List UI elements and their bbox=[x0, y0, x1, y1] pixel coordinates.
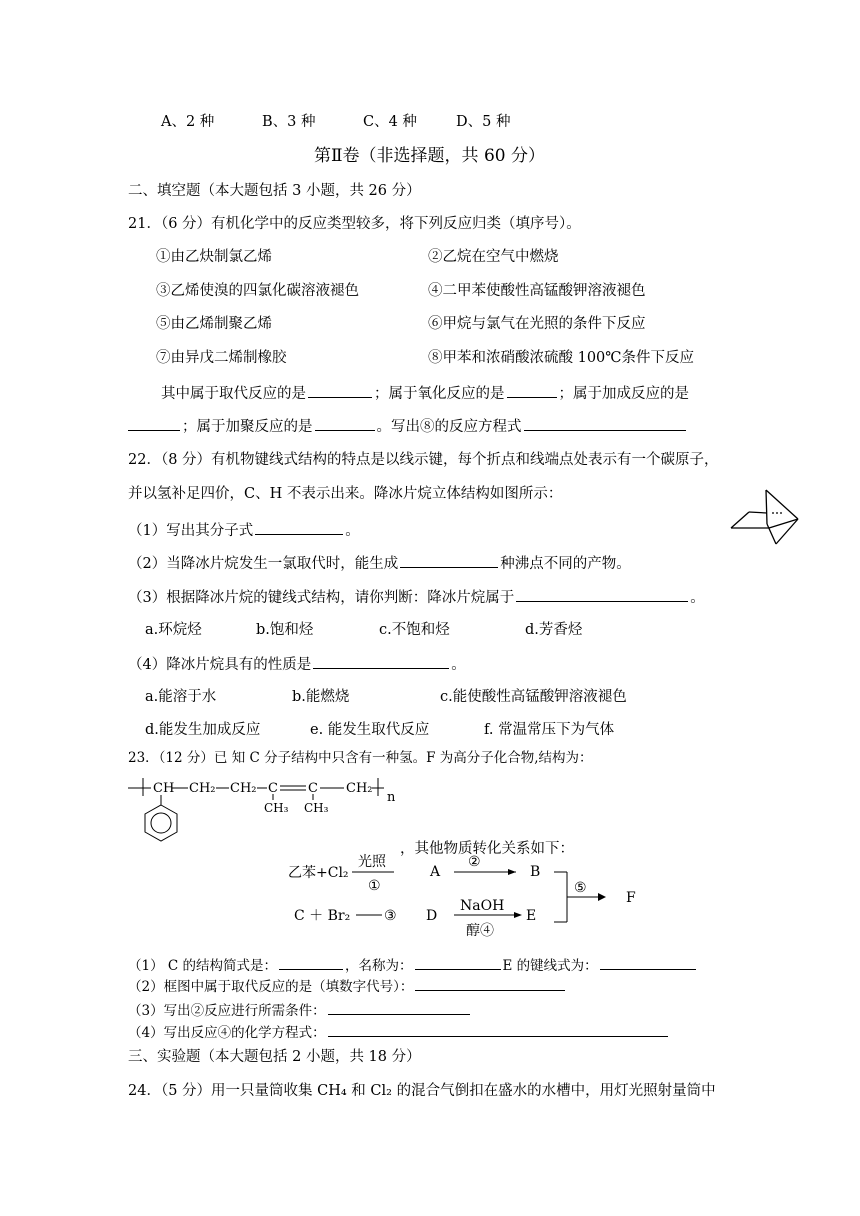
q22-part-3 bbox=[128, 586, 705, 608]
q21-oxidation-blank[interactable] bbox=[507, 382, 557, 398]
polymer-group-ch: CH bbox=[153, 781, 175, 796]
q22-part-4-end: 。 bbox=[451, 657, 466, 673]
arrow-2-head bbox=[508, 869, 516, 875]
q21-item-2: ②乙烷在空气中燃烧 bbox=[428, 249, 559, 265]
q21-answer-line-2 bbox=[128, 415, 688, 437]
q23-part-4-label: （4）写出反应④的化学方程式： bbox=[128, 1025, 326, 1041]
arrow-5-head bbox=[598, 893, 606, 901]
q23-c-structure-blank[interactable] bbox=[279, 954, 343, 970]
q23-name-label: ，名称为： bbox=[345, 958, 413, 974]
scheme-d: D bbox=[426, 908, 438, 924]
q22-stem-1: 22．（8 分）有机物键线式结构的特点是以线示键，每个折点和线端点处表示有一个碳原子， bbox=[128, 452, 719, 468]
q23-condition-blank[interactable] bbox=[328, 999, 470, 1015]
polymer-methyl-b: CH₃ bbox=[304, 801, 329, 815]
q23-equation-blank[interactable] bbox=[328, 1021, 668, 1037]
q22-option-3b: b.饱和烃 bbox=[256, 622, 314, 638]
q21-polymerization-blank[interactable] bbox=[315, 415, 375, 431]
q21-polymerization-label: ；属于加聚反应的是 bbox=[182, 419, 313, 435]
q21-item-6: ⑥甲烷与氯气在光照的条件下反应 bbox=[428, 316, 646, 332]
q22-option-3c: c.不饱和烃 bbox=[379, 622, 450, 638]
q22-option-4e: e. 能发生取代反应 bbox=[310, 722, 430, 738]
scheme-e: E bbox=[526, 908, 537, 924]
q23-part-3 bbox=[128, 999, 472, 1021]
scheme-cond-5: ⑤ bbox=[574, 880, 587, 896]
polymer-group-c-a: C bbox=[268, 781, 278, 796]
scheme-cond-1-bottom: ① bbox=[368, 878, 381, 894]
q21-item-5: ⑤由乙烯制聚乙烯 bbox=[156, 316, 272, 332]
choice-d: D、5 种 bbox=[456, 114, 511, 130]
polymer-methyl-a: CH₃ bbox=[264, 801, 289, 815]
section3-title: 三、实验题（本大题包括 2 小题，共 18 分） bbox=[128, 1049, 421, 1065]
q23-part-1-label: （1） C 的结构简式是： bbox=[128, 958, 278, 974]
q23-part-2-label: （2）框图中属于取代反应的是（填数字代号）： bbox=[128, 979, 414, 995]
choice-b: B、3 种 bbox=[262, 114, 316, 130]
scheme-reactant-c: C ＋ Br₂ bbox=[294, 908, 351, 924]
q23-part-2 bbox=[128, 975, 567, 997]
polymer-group-c-b: C bbox=[308, 781, 318, 796]
q21-item-3: ③乙烯使溴的四氯化碳溶液褪色 bbox=[156, 283, 359, 299]
q22-option-4b: b.能燃烧 bbox=[292, 689, 350, 705]
q22-option-3d: d.芳香烃 bbox=[525, 622, 583, 638]
scheme-a: A bbox=[430, 864, 441, 880]
polymer-group-ch2-c: CH₂ bbox=[346, 781, 373, 796]
scheme-cond-1-top: 光照 bbox=[358, 854, 386, 870]
q22-part-2 bbox=[128, 552, 631, 574]
norbornane-structure-figure bbox=[726, 484, 838, 556]
q22-part-2-end: 种沸点不同的产物。 bbox=[500, 556, 631, 572]
reaction-scheme bbox=[286, 824, 666, 950]
q23-e-skeletal-blank[interactable] bbox=[600, 954, 696, 970]
q21-oxidation-label: ；属于氧化反应的是 bbox=[374, 386, 505, 402]
q22-option-4a: a.能溶于水 bbox=[145, 689, 217, 705]
scheme-cond-4-top: NaOH bbox=[460, 898, 505, 914]
q22-isomer-count-blank[interactable] bbox=[400, 552, 498, 568]
q22-option-4c: c.能使酸性高锰酸钾溶液褪色 bbox=[440, 689, 627, 705]
q21-substitution-label: 其中属于取代反应的是 bbox=[161, 386, 306, 402]
scheme-b: B bbox=[530, 864, 541, 880]
arrow-4-head bbox=[514, 912, 522, 918]
q22-stem-2: 并以氢补足四价，C、H 不表示出来。降冰片烷立体结构如图所示： bbox=[128, 486, 563, 502]
q23-stem: 23．（12 分）已 知 C 分子结构中只含有一种氢。F 为高分子化合物,结构为： bbox=[128, 750, 593, 766]
q23-part-1 bbox=[128, 954, 698, 976]
q22-part-4-label: （4）降冰片烷具有的性质是 bbox=[128, 657, 312, 673]
q22-part-3-label: （3）根据降冰片烷的键线式结构，请你判断：降冰片烷属于 bbox=[128, 590, 515, 606]
q22-option-4d: d.能发生加成反应 bbox=[145, 722, 261, 738]
q21-item-1: ①由乙炔制氯乙烯 bbox=[156, 249, 272, 265]
q23-e-label: E 的键线式为： bbox=[502, 958, 598, 974]
q23-scheme-intro: ，其他物质转化关系如下： bbox=[400, 841, 574, 857]
q22-part-1-end: 。 bbox=[345, 523, 360, 539]
q23-part-4 bbox=[128, 1021, 670, 1043]
q23-c-name-blank[interactable] bbox=[415, 954, 501, 970]
q22-option-3a: a.环烷烃 bbox=[145, 622, 202, 638]
q21-substitution-blank[interactable] bbox=[308, 382, 372, 398]
q22-class-blank[interactable] bbox=[516, 586, 688, 602]
choice-c: C、4 种 bbox=[363, 114, 417, 130]
q21-equation-label: 。写出⑧的反应方程式 bbox=[376, 419, 522, 435]
q21-equation-blank[interactable] bbox=[524, 415, 686, 431]
polymer-group-ch2-b: CH₂ bbox=[230, 781, 257, 796]
polymer-repeat-n: n bbox=[387, 790, 396, 805]
q21-addition-blank[interactable] bbox=[128, 415, 180, 431]
q23-part-3-label: （3）写出②反应进行所需条件： bbox=[128, 1003, 326, 1019]
scheme-cond-3: ③ bbox=[384, 908, 397, 924]
part2-title: 第Ⅱ卷（非选择题，共 60 分） bbox=[314, 146, 545, 166]
q22-part-2-label: （2）当降冰片烷发生一氯取代时，能生成 bbox=[128, 556, 399, 572]
q21-item-4: ④二甲苯使酸性高锰酸钾溶液褪色 bbox=[428, 283, 646, 299]
q22-part-1-label: （1）写出其分子式 bbox=[128, 523, 254, 539]
q22-part-3-end: 。 bbox=[690, 590, 705, 606]
q23-substitution-blank[interactable] bbox=[415, 975, 565, 991]
q21-item-7: ⑦由异戊二烯制橡胶 bbox=[156, 350, 287, 366]
q22-part-1 bbox=[128, 519, 360, 541]
q21-addition-label: ；属于加成反应的是 bbox=[558, 386, 689, 402]
scheme-cond-2: ② bbox=[468, 854, 481, 870]
q21-answer-line-1 bbox=[161, 382, 689, 404]
q24-stem: 24．（5 分）用一只量筒收集 CH₄ 和 Cl₂ 的混合气倒扣在盛水的水槽中，用灯光照射量筒中 bbox=[128, 1083, 716, 1099]
q21-item-8: ⑧甲苯和浓硝酸浓硫酸 100℃条件下反应 bbox=[428, 350, 695, 366]
q22-formula-blank[interactable] bbox=[255, 519, 343, 535]
polymer-group-ch2-a: CH₂ bbox=[189, 781, 216, 796]
scheme-f: F bbox=[626, 890, 636, 906]
q21-stem: 21．（6 分）有机化学中的反应类型较多，将下列反应归类（填序号）。 bbox=[128, 216, 581, 232]
q22-property-blank[interactable] bbox=[313, 653, 449, 669]
section2-title: 二、填空题（本大题包括 3 小题，共 26 分） bbox=[128, 183, 421, 199]
q22-option-4f: f. 常温常压下为气体 bbox=[484, 722, 615, 738]
q22-part-4 bbox=[128, 653, 466, 675]
scheme-cond-4-bottom: 醇④ bbox=[466, 923, 494, 939]
scheme-reactant-ethylbenzene: 乙苯+Cl₂ bbox=[288, 865, 349, 881]
choice-a: A、2 种 bbox=[161, 114, 215, 130]
